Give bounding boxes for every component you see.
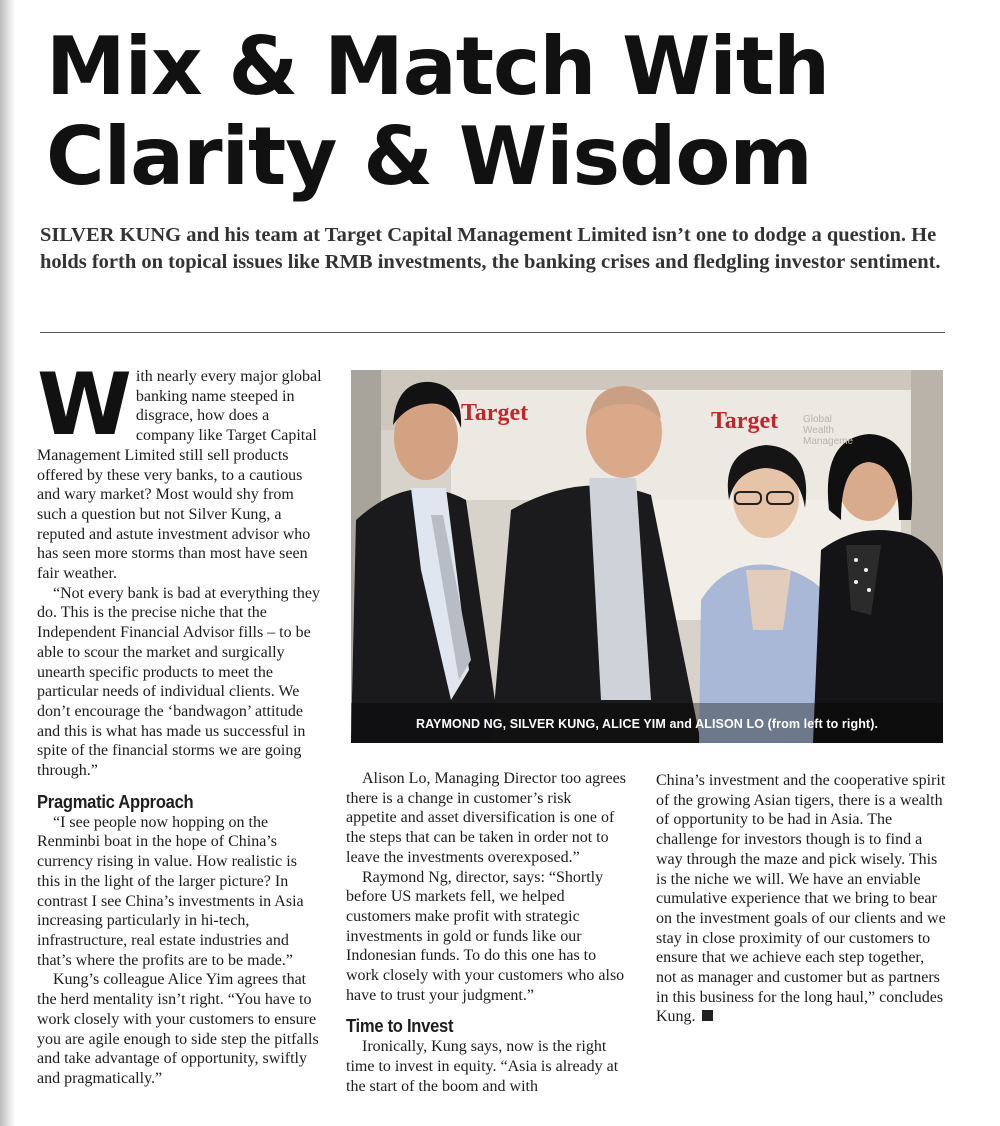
sign-subtext-line: Wealth [803,425,834,436]
paragraph: Alison Lo, Managing Director too agrees there is a change in customer’s risk appetite and asset diversification is one of the steps that can be taken in order not to leave the investments overexposed.” [346,770,626,866]
sign-subtext-line: Global [803,414,832,425]
subheading-pragmatic-approach: Pragmatic Approach [37,791,194,812]
standfirst: SILVER KUNG and his team at Target Capital Management Limited isn’t one to dodge a question. He holds forth on topical issues like RMB investments, the banking crises and fledgling investor sentiment. [40,224,941,273]
intro-text: ith nearly every major global banking name steeped in disgrace, how does a company like Target Capital Management Limited still sell products offered by these very banks, to a cautious and wary market? Most would shy from such a question but not Silver Kung, a reputed and astute investment advisor who has seen more storms than most have seen fair weather. [37,368,322,583]
sign-logo-right: Target [711,408,779,434]
headline-line-2: Clarity & Wisdom [46,110,812,203]
paragraph: Kung’s colleague Alice Yim agrees that the herd mentality isn’t right. “You have to work closely with your customers to ensure you are agile enough to side step the pitfalls and take advantage of opportunity, swiftly and pragmatically.” [37,971,319,1087]
intro-paragraph [37,355,322,584]
column-3 [656,771,946,1027]
drop-cap: W [37,355,132,455]
paragraph: Raymond Ng, director, says: “Shortly before US markets fell, we helped customers make profit with strategic investments in gold or funds like our Indonesian funds. To do this one has to work closely with your customers who also have to trust your judgment.” [346,868,625,1004]
sign-subtext-line: Manageme [803,436,854,447]
headline [46,22,966,202]
end-mark-icon [702,1010,713,1021]
closing-text: China’s investment and the cooperative spirit of the growing Asian tigers, there is a wealth of opportunity to be had in Asia. The challenge for investors though is to find a way through the maze and pick wisely. This is the niche we will. We have an enviable cumulative experience that we bring to bear on the investment goals of our clients and we stay in close proximity of our customers to ensure that we achieve each step together, not as manager and customer but as partners in this business for the long haul,” concludes Kung. [656,772,946,1026]
sign-subtext [803,414,853,447]
column-1 [37,355,322,1089]
headline-line-1: Mix & Match With [46,20,830,113]
photo-caption: RAYMOND NG, SILVER KUNG, ALICE YIM and ALISON LO (from left to right). [415,717,879,731]
page-spine-shadow [0,0,16,1126]
paragraph-with-end-mark [656,771,946,1027]
team-photo-illustration [351,370,943,743]
paragraph: “I see people now hopping on the Renminbi boat in the hope of China’s currency rising in value. How realistic is this in the light of the larger picture? In contrast I see China’s investments in Asia increasing particularly in hi-tech, infrastructure, real estate industries and that’s where the profits are to be made.” [37,813,304,969]
column-2 [346,769,626,1097]
divider-rule [40,332,945,333]
team-photo [351,370,943,743]
paragraph: Ironically, Kung says, now is the right time to invest in equity. “Asia is already at the start of the boom and with [346,1038,619,1095]
sign-logo-left: Target [461,400,529,426]
paragraph: “Not every bank is bad at everything they do. This is the precise niche that the Independent Financial Advisor fills – to be able to scour the market and surgically unearth specific products to meet the particular needs of individual clients. We don’t encourage the ‘bandwagon’ attitude and this is what has made us successful in spite of the financial storms we are going through.” [37,584,321,780]
subheading-time-to-invest: Time to Invest [346,1016,454,1037]
